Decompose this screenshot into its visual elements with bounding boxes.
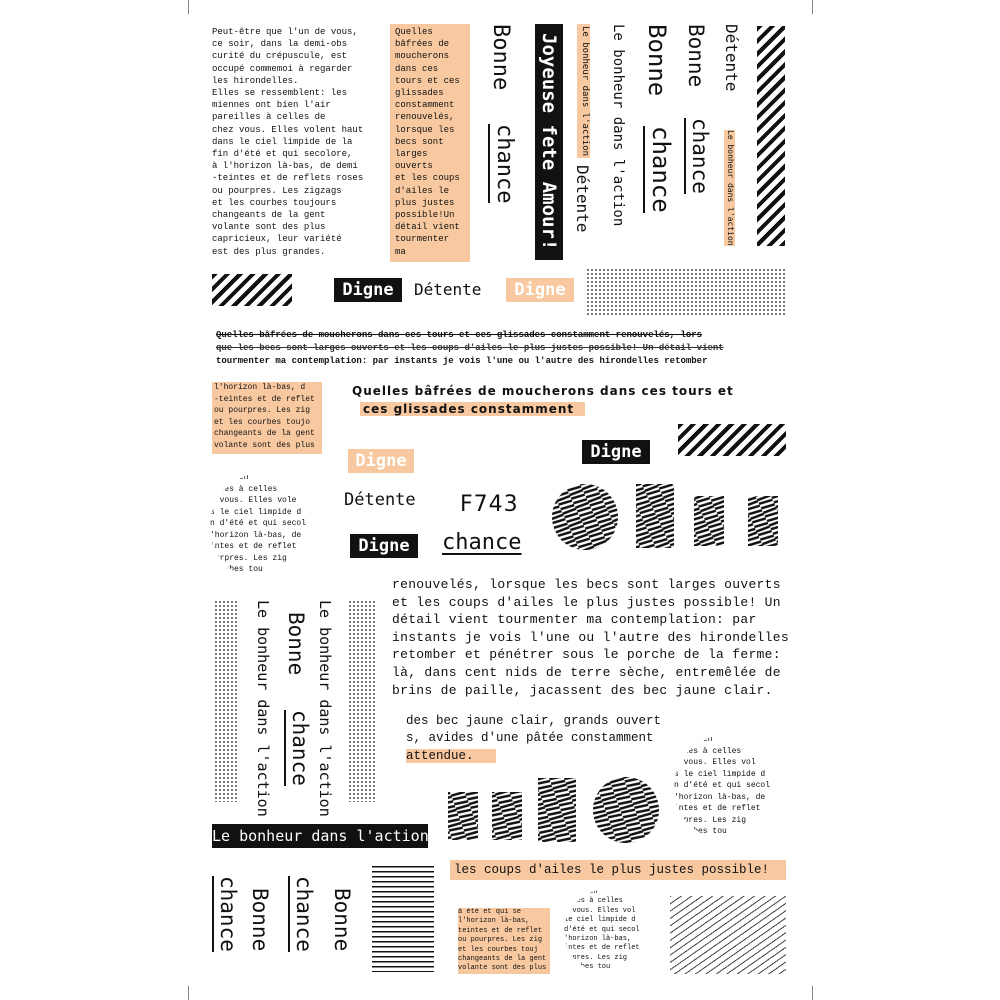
fragment-round-bottom: ont bien elles à celles s vous. Elles vol le ciel limpide d d'été et qui secol 'horizon là-bas, intes et de reflet urpres. Les zig courbes tou <box>564 888 640 972</box>
label-bonheur-vertical-2: Le bonheur dans l'action <box>610 24 626 227</box>
sticker-sheet <box>188 0 813 1000</box>
text-mid-line-3-peach: attendue. <box>406 749 496 763</box>
strike-line-3: tourmenter ma contemplation: par instants je vois l'une ou l'autre des hirondelles retomber <box>216 356 708 366</box>
corner-mark-bl <box>188 986 189 1000</box>
stripe-block-top-right <box>757 26 785 246</box>
label-chance-vertical-2: chance <box>643 126 675 213</box>
label-digne-peach-1: Digne <box>506 278 574 302</box>
text-block-peach: Quelles bâfrées de moucherons dans ces tours et ces glissades constamment renouvelés, lorsque les becs sont larges ouverts et les coups d'ailes le plus justes possible!Un détail vient tourmenter ma <box>390 24 470 262</box>
text-mid-line-1: des bec jaune clair, grands ouvert <box>406 714 662 728</box>
label-code: F743 <box>460 492 519 517</box>
label-bonne-vertical-6: Bonne <box>330 888 354 952</box>
label-digne-black-3: Digne <box>350 534 418 558</box>
label-chance-horizontal: chance <box>442 530 522 555</box>
label-chance-vertical-6: chance <box>288 876 316 952</box>
label-bonne-vertical-2: Bonne <box>643 24 671 97</box>
label-bonne-vertical-3: Bonne <box>684 24 708 88</box>
strike-line-1: Quelles bâfrées de moucherons dans ces tours et ces glissades constamment renouvelés, lors <box>216 330 703 340</box>
scribble-circle <box>552 484 618 550</box>
bold-line-1: Quelles bâfrées de moucherons dans ces tours et <box>352 384 734 398</box>
scribble-shapes-bottom <box>444 776 664 846</box>
label-detente-vertical-1: Détente <box>573 165 592 233</box>
bold-line-2-peach: ces glissades constamment <box>360 402 585 416</box>
label-detente-2: Détente <box>344 490 416 510</box>
peach-bar-text: les coups d'ailes le plus justes possible! <box>450 860 786 880</box>
label-bonne-vertical-5: Bonne <box>248 888 272 952</box>
label-chance-vertical-1: chance <box>488 124 517 203</box>
corner-mark-tr <box>812 0 813 14</box>
scribble-rect-1 <box>636 484 674 548</box>
label-chance-vertical-4: chance <box>284 710 312 786</box>
corner-mark-br <box>812 986 813 1000</box>
label-digne-peach-2: Digne <box>348 449 414 473</box>
corner-mark-tl <box>188 0 189 14</box>
fragment-peach-bottom: à été et qui se l'horizon là-bas, teintes et de reflet ou pourpres. Les zig et les courbes touj changeants de la gent volante sont des plus <box>458 908 550 974</box>
label-bonheur-black: Le bonheur dans l'action <box>212 824 428 848</box>
dot-column-right <box>348 600 376 802</box>
label-chance-vertical-3: chance <box>684 118 712 194</box>
scribble-rect-6 <box>538 778 576 842</box>
scribble-rect-2 <box>694 496 724 546</box>
text-block-large: renouvelés, lorsque les becs sont larges ouverts et les coups d'ailes le plus justes possible! Un détail vient tourmenter ma contemplation: par instants je vois l'une ou l'autre des hirondelles retomber et pénétrer sous le porche de la ferme: là, dans cent nids de terre sèche, entremêlée de brins de paille, jacassent des bec jaune clair. <box>392 577 789 698</box>
label-digne-black-2: Digne <box>582 440 650 464</box>
scribble-shapes-top <box>548 482 788 552</box>
label-digne-black-1: Digne <box>334 278 402 302</box>
label-bonheur-vertical-small: Le bonheur dans l'action <box>726 130 735 246</box>
scribble-rect-5 <box>492 792 522 840</box>
fragment-round-right: ont bien elles à celles s vous. Elles vol s le ciel limpide d n d'été et qui secol 'horizon là-bas, de intes et de reflet urpres. Les zig courbes tou <box>674 735 771 836</box>
scribble-rect-4 <box>448 792 478 840</box>
line-block-bottom <box>372 866 434 972</box>
label-chance-vertical-5: chance <box>212 876 240 952</box>
stripe-block-left <box>212 274 292 306</box>
label-bonne-vertical-4: Bonne <box>284 612 308 676</box>
scribble-rect-3 <box>748 496 778 546</box>
dot-column-left <box>214 600 238 802</box>
label-bonne-vertical-1: Bonne <box>488 24 513 91</box>
label-detente-1: Détente <box>414 280 482 299</box>
text-block-main: Peut-être que l'un de vous, ce soir, dans la demi-obs curité du crépuscule, est occupé commemoi à regarder les hirondelles. Elles se ressemblent: les miennes ont bien l'air pareilles à celles de chez vous. Elles volent haut dans le ciel limpide de la fin d'été et qui secolore, à l'horizon là-bas, de demi -teintes et de reflets roses ou pourpres. Les zigzags et les courbes toujours changeants de la gent volante sont des plus capricieux, leur variété est des plus grandes. <box>212 27 364 257</box>
label-joyeuse-vertical: Joyeuse fete Amour! <box>535 24 563 260</box>
dot-pattern-top <box>586 268 786 316</box>
text-mid-line-2: s, avides d'une pâtée constamment <box>406 731 654 745</box>
stripe-block-right <box>678 424 786 456</box>
strike-line-2: que les becs sont larges ouverts et les coups d'ailes le plus justes possible! Un détail vient <box>216 343 724 353</box>
label-bonheur-vertical-4: Le bonheur dans l'action <box>316 600 334 817</box>
label-bonheur-vertical-peach: Le bonheur dans l'action <box>577 24 590 158</box>
fragment-round-left: ont bien elles à celles s vous. Elles vole s le ciel limpide d n d'été et qui secol 'horizon là-bas, de intes et de reflet purpres. Les zig courbes tou <box>210 473 307 574</box>
label-bonheur-vertical-3: Le bonheur dans l'action <box>254 600 272 817</box>
diagonal-line-block <box>670 896 786 974</box>
fragment-peach-left: l'horizon là-bas, d -teintes et de reflet ou pourpres. Les zig et les courbes toujo changeants de la gent volante sont des plus <box>212 382 322 454</box>
scribble-circle-2 <box>593 777 659 843</box>
label-detente-vertical-2: Détente <box>722 24 741 92</box>
